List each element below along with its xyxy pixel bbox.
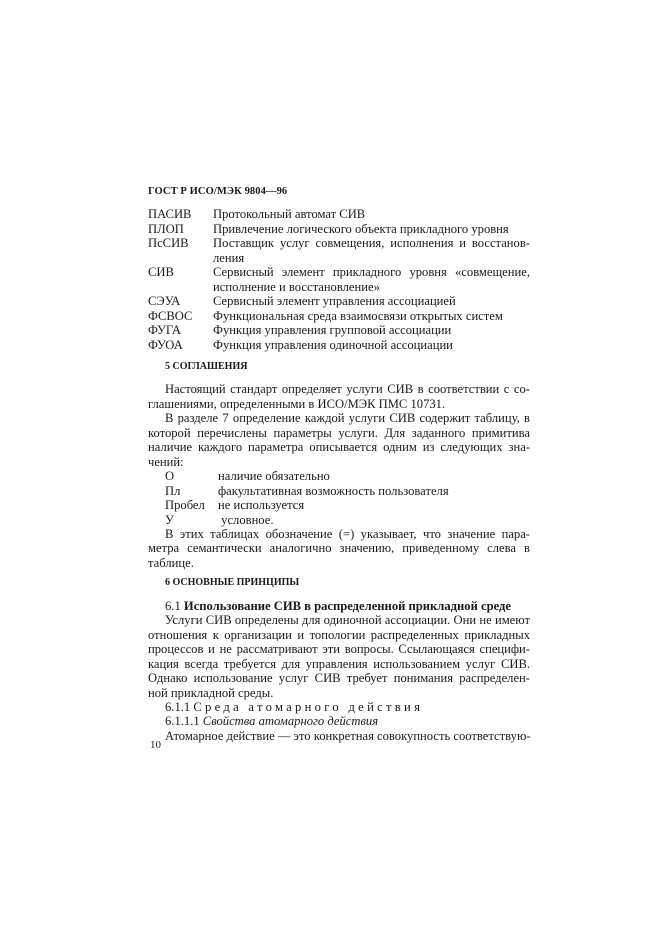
abbreviation-definition bbox=[213, 294, 530, 308]
section-6-1-1-1-title: Свойства атомарного действия bbox=[202, 714, 379, 729]
abbreviation-definition bbox=[213, 323, 530, 337]
abbreviation-definition bbox=[213, 207, 530, 221]
abbreviation-item bbox=[148, 323, 530, 337]
value-item bbox=[148, 484, 530, 498]
definition-line: Функциональная среда взаимосвязи открытых систем bbox=[213, 308, 503, 323]
value-code: Пл bbox=[165, 483, 181, 498]
value-item bbox=[148, 498, 530, 512]
value-description: факультативная возможность пользователя bbox=[218, 483, 449, 498]
section-6-body bbox=[148, 613, 530, 700]
value-code: Пробел bbox=[165, 498, 205, 513]
paragraph-line: В разделе 7 определение каждой услуги СИВ содержит таблицу, в bbox=[165, 411, 530, 426]
definition-line: Поставщик услуг совмещения, исполнения и восстанов- bbox=[213, 236, 530, 251]
section-6-1-1-1-number: 6.1.1.1 bbox=[165, 714, 200, 729]
abbreviation-item bbox=[148, 338, 530, 352]
paragraph-line: Однако использование услуг СИВ требует понимания распределен- bbox=[148, 671, 530, 686]
value-code: О bbox=[165, 469, 175, 484]
paragraph-line: метра семантически аналогично значению, приведенному слева в bbox=[148, 541, 530, 556]
value-description: наличие обязательно bbox=[218, 469, 330, 484]
paragraph-line: В этих таблицах обозначение (=) указывает, что значение пара- bbox=[165, 526, 530, 541]
abbreviation-list bbox=[148, 207, 530, 352]
section-6-1-1-title: Среда атомарного действия bbox=[193, 699, 424, 714]
document-page bbox=[148, 185, 530, 743]
definition-line: ления bbox=[213, 250, 245, 265]
document-header: ГОСТ Р ИСО/МЭК 9804—96 bbox=[148, 186, 288, 197]
page-number: 10 bbox=[150, 739, 161, 751]
section-6-1-1-1-body bbox=[148, 729, 530, 743]
abbreviation-definition bbox=[213, 338, 530, 352]
paragraph-line: ной прикладной среды. bbox=[148, 685, 274, 700]
abbreviation-definition bbox=[213, 309, 530, 323]
abbreviation-item bbox=[148, 222, 530, 236]
section-6-1-1-heading bbox=[148, 700, 530, 714]
section-6-1-1-number: 6.1.1 bbox=[165, 699, 191, 714]
section-6-1-1-1-heading bbox=[148, 714, 530, 728]
section-6-title: 6 ОСНОВНЫЕ ПРИНЦИПЫ bbox=[165, 577, 300, 589]
value-item bbox=[148, 469, 530, 483]
paragraph-line: процессов и не рассматривают эти вопросы. Ссылающаяся специфи- bbox=[148, 642, 530, 657]
section-6-1-heading bbox=[148, 599, 530, 613]
section-5-body bbox=[148, 382, 530, 570]
definition-line: Функция управления одиночной ассоциации bbox=[213, 337, 453, 352]
abbreviation-item bbox=[148, 265, 530, 294]
abbreviation-term: ФУОА bbox=[148, 337, 183, 352]
value-description: не используется bbox=[218, 498, 305, 513]
paragraph-line: наличие каждого параметра описывается одним из следующих зна- bbox=[148, 440, 530, 455]
abbreviation-item bbox=[148, 236, 530, 265]
section-5-title: 5 СОГЛАШЕНИЯ bbox=[165, 360, 248, 372]
definition-line: Привлечение логического объекта прикладного уровня bbox=[213, 221, 509, 236]
value-description: условное. bbox=[218, 512, 274, 527]
paragraph-line: кация всегда требуется для управления использованием услуг СИВ. bbox=[148, 656, 530, 671]
abbreviation-definition bbox=[213, 222, 530, 236]
paragraph-line: которой перечислены параметры услуги. Для заданного примитива bbox=[148, 425, 530, 440]
abbreviation-item bbox=[148, 294, 530, 308]
paragraph-line: чений: bbox=[148, 454, 184, 469]
definition-line: Сервисный элемент прикладного уровня «совмещение, bbox=[213, 265, 530, 280]
abbreviation-term: ФСВОС bbox=[148, 308, 193, 323]
section-6-1-number: 6.1 bbox=[165, 598, 181, 613]
paragraph-line: Настоящий стандарт определяет услуги СИВ в соответствии с со- bbox=[165, 382, 530, 397]
abbreviation-term: СЭУА bbox=[148, 294, 181, 309]
paragraph-line: Услуги СИВ определены для одиночной ассоциации. Они не имеют bbox=[165, 613, 530, 628]
abbreviation-definition bbox=[213, 236, 530, 265]
abbreviation-term: СИВ bbox=[148, 265, 174, 280]
abbreviation-term: ФУГА bbox=[148, 323, 181, 338]
paragraph-line: таблице. bbox=[148, 555, 194, 570]
definition-line: исполнение и восстановление» bbox=[213, 279, 380, 294]
abbreviation-term: ПсСИВ bbox=[148, 236, 189, 251]
abbreviation-definition bbox=[213, 265, 530, 294]
paragraph-line: глашениями, определенными в ИСО/МЭК ПМС 10731. bbox=[148, 396, 446, 411]
definition-line: Сервисный элемент управления ассоциацией bbox=[213, 294, 456, 309]
value-item bbox=[148, 513, 530, 527]
paragraph-line: отношения к организации и топологии распределенных прикладных bbox=[148, 627, 530, 642]
definition-line: Протокольный автомат СИВ bbox=[213, 207, 366, 222]
value-code: У bbox=[165, 512, 174, 527]
abbreviation-term: ПАСИВ bbox=[148, 207, 192, 222]
definition-line: Функция управления групповой ассоциации bbox=[213, 323, 452, 338]
section-6-1-title: Использование СИВ в распределенной прикладной среде bbox=[183, 598, 511, 613]
abbreviation-item bbox=[148, 309, 530, 323]
paragraph-line: Атомарное действие — это конкретная совокупность соответствую- bbox=[165, 728, 531, 743]
abbreviation-term: ПЛОП bbox=[148, 221, 184, 236]
abbreviation-item bbox=[148, 207, 530, 221]
